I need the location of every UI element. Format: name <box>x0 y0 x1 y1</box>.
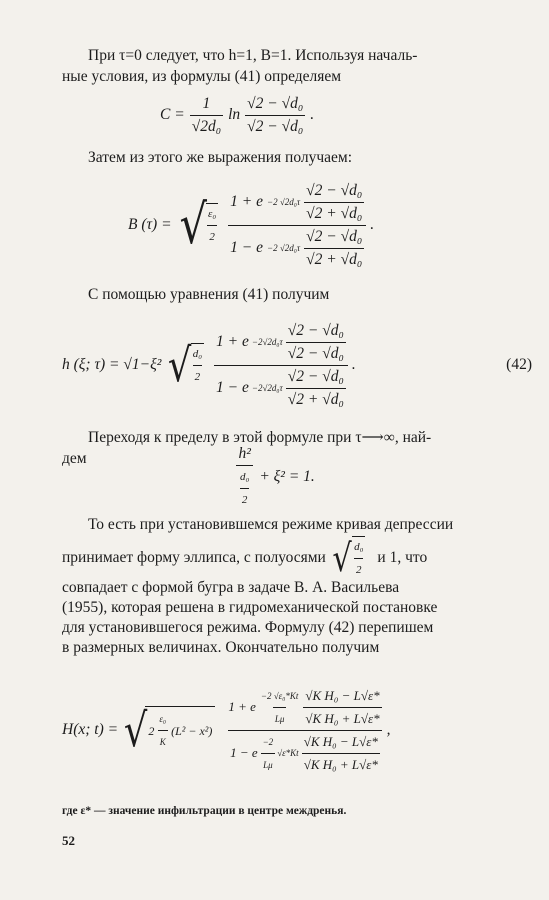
ln-operator: ln <box>228 106 241 123</box>
radical-sign-icon: √ <box>168 338 192 392</box>
denominator-exponent: −2√2d₀τ <box>251 383 283 393</box>
root-fraction <box>157 709 168 752</box>
denominator-prefix: 1 − e <box>216 379 249 396</box>
inner-fraction-2 <box>304 227 364 270</box>
equation-42-lhs: h (ξ; τ) = √1−ξ² <box>62 356 162 373</box>
inner-denominator-2: √2 + √d₀ <box>286 388 346 410</box>
inner-denominator: √2 − √d₀ <box>286 342 346 364</box>
root-expression <box>145 706 215 754</box>
inner-fraction-2 <box>286 367 346 410</box>
paragraph-4-line-2: дем <box>62 450 87 467</box>
equation-c-lhs: C = <box>160 106 185 123</box>
paragraph-4-line-1: Переходя к пределу в этой формуле при τ⟶∞, най- <box>88 429 432 446</box>
main-fraction <box>214 321 348 410</box>
ellipse-fraction <box>236 444 253 510</box>
denominator-exponent: −2 √2d₀τ <box>267 243 301 253</box>
paragraph-1-line-2: ные условия, из формулы (41) определяем <box>62 68 342 85</box>
root-fraction-denominator: K <box>158 730 168 752</box>
root-fraction-numerator: ε₀ <box>159 714 167 724</box>
paragraph-5-line-1: То есть при установившемся режиме кривая депрессии <box>88 516 454 533</box>
inner-fraction <box>304 181 364 224</box>
footnote: где ε* — значение инфильтрации в центре междренья. <box>62 805 347 817</box>
inner-denominator-2: √2 + √d₀ <box>304 248 364 270</box>
paragraph-5-line-2 <box>62 538 427 578</box>
main-denominator <box>228 225 366 270</box>
denominator-exponent-denominator: Lμ <box>261 753 275 775</box>
main-numerator <box>228 181 366 225</box>
fraction-denominator: √2 − √d₀ <box>245 115 305 137</box>
equation-b-period: . <box>370 216 375 233</box>
root-tail: (L² − x²) <box>171 723 213 738</box>
denominator-exponent-numerator: −2 <box>262 736 274 747</box>
paragraph-5-line-5: для установившегося режима. Формулу (42) перепишем <box>62 619 434 636</box>
inner-denominator: √2 + √d₀ <box>304 202 364 224</box>
equation-42-period: . <box>351 356 356 373</box>
main-denominator <box>228 730 382 775</box>
paragraph-2: Затем из этого же выражения получаем: <box>88 149 353 166</box>
semi-axis-denominator: 2 <box>354 558 364 580</box>
radical-sign-icon: √ <box>179 193 207 256</box>
root-denominator: 2 <box>193 365 203 387</box>
ellipse-rest: + ξ² = 1. <box>259 468 315 485</box>
denominator-exponent-fraction <box>261 732 276 775</box>
ellipse-numerator: h² <box>238 445 251 462</box>
equation-42 <box>62 310 532 420</box>
numerator-exponent: −2 √2d₀τ <box>267 197 301 207</box>
equation-c-period: . <box>310 106 315 123</box>
inner-numerator: √2 − √d₀ <box>306 181 363 199</box>
equation-ellipse <box>236 446 315 508</box>
inner-fraction-2 <box>302 732 380 775</box>
numerator-prefix: 1 + e <box>216 333 249 350</box>
coefficient-denominator: √2d₀ <box>190 115 223 137</box>
ellipse-denominator <box>236 465 253 510</box>
equation-b <box>128 172 374 278</box>
denominator-prefix: 1 − e <box>230 239 263 256</box>
paragraph-5-line-3: совпадает с формой бугра в задаче В. А. Васильева <box>62 579 400 596</box>
exponent-numerator: −2 √ε₀*Kt <box>260 690 299 701</box>
numerator-prefix: 1 + e <box>230 193 263 210</box>
inner-denominator-2: √K H₀ + L√ε* <box>302 753 380 775</box>
inner-numerator: √K H₀ − L√ε* <box>305 687 380 703</box>
semi-axis-fraction <box>352 536 365 580</box>
denominator-exponent-tail: √ε*Kt <box>277 748 299 758</box>
inner-numerator: √2 − √d₀ <box>287 321 344 339</box>
equation-c-fraction <box>245 94 305 137</box>
radical-sign-icon: √ <box>124 703 148 757</box>
equation-c <box>160 90 314 140</box>
main-numerator <box>226 686 383 730</box>
inner-numerator-2: √2 − √d₀ <box>287 367 344 385</box>
semi-axis-numerator: d₀ <box>354 541 364 553</box>
numerator-prefix: 1 + e <box>228 699 256 714</box>
main-numerator <box>214 321 348 365</box>
inner-numerator-2: √2 − √d₀ <box>306 227 363 245</box>
root-coefficient: 2 <box>148 723 155 738</box>
root-numerator: d₀ <box>192 348 203 360</box>
exponent-denominator: Lμ <box>273 707 287 729</box>
equation-final-comma: , <box>386 721 391 738</box>
denominator-exponent <box>261 732 299 775</box>
coefficient-numerator: 1 <box>202 94 211 112</box>
paragraph-5-line-4: (1955), которая решена в гидромеханической постановке <box>62 599 438 616</box>
equation-final <box>62 660 532 800</box>
numerator-exponent <box>259 686 300 729</box>
numerator-exponent: −2√2d₀τ <box>251 337 283 347</box>
root-denominator: 2 <box>207 225 217 247</box>
paragraph-5-line-6: в размерных величинах. Окончательно получим <box>62 639 380 656</box>
inner-denominator: √K H₀ + L√ε* <box>303 707 381 729</box>
ellipse-denominator-bottom: 2 <box>240 488 250 510</box>
paragraph-3: С помощью уравнения (41) получим <box>88 286 330 303</box>
inner-fraction <box>286 321 346 364</box>
inner-numerator-2: √K H₀ − L√ε* <box>303 733 378 749</box>
equation-c-coefficient <box>190 94 223 137</box>
main-fraction <box>226 686 383 775</box>
equation-b-lhs: B (τ) = <box>128 216 172 233</box>
equation-final-lhs: H(x; t) = <box>62 721 119 738</box>
fraction-numerator: √2 − √d₀ <box>247 94 304 112</box>
paragraph-1-line-1: При τ=0 следует, что h=1, B=1. Используя началь- <box>88 47 418 64</box>
equation-number: (42) <box>506 356 532 373</box>
root-fraction <box>206 203 218 247</box>
ellipse-denominator-top: d₀ <box>240 471 250 483</box>
main-denominator <box>214 365 348 410</box>
denominator-prefix: 1 − e <box>230 745 258 760</box>
page-number: 52 <box>62 833 75 848</box>
root-numerator: ε₀ <box>207 208 217 220</box>
radical-sign-icon: √ <box>332 536 352 580</box>
main-fraction <box>228 181 366 270</box>
paragraph-5-line-2a: принимает форму эллипса, с полуосями <box>62 549 326 566</box>
inner-fraction <box>303 686 381 729</box>
root-fraction <box>191 343 204 387</box>
paragraph-5-line-2b: и 1, что <box>377 549 428 566</box>
